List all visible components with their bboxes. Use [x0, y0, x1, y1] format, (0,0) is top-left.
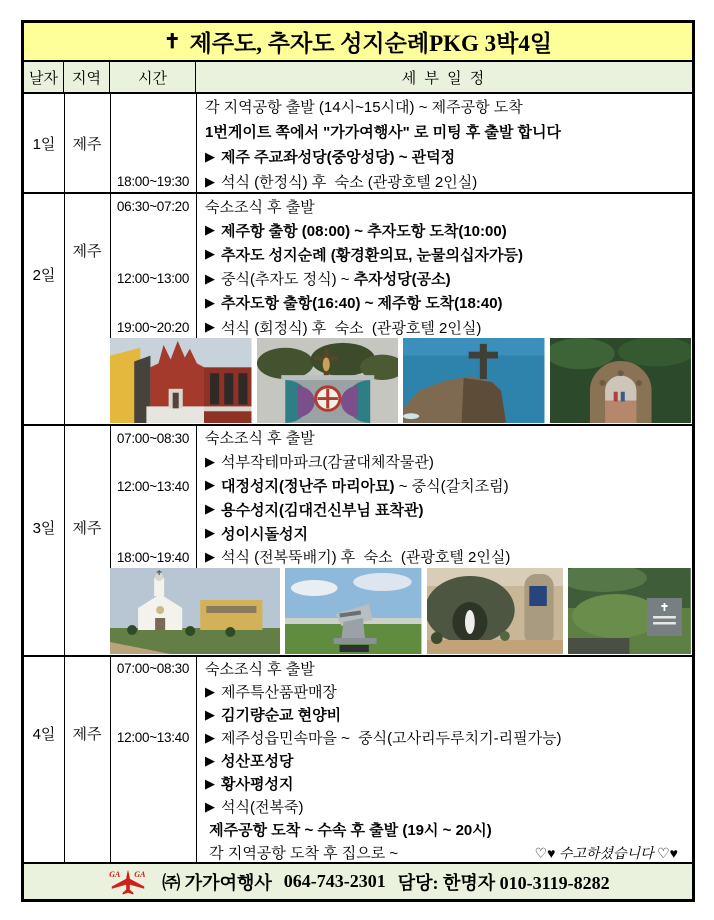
- header-detail: 세 부 일 정: [401, 69, 487, 87]
- cross-icon: ✝: [163, 31, 181, 53]
- header-date: 날자: [24, 62, 64, 92]
- line-text: 석식 (한정식) 후 숙소 (관광호텔 2인실): [221, 174, 478, 191]
- schedule-line: [197, 772, 692, 795]
- bullet-icon: ▶: [205, 148, 215, 164]
- crucifix-altar-photo: [257, 338, 399, 423]
- schedule-line: [197, 749, 692, 772]
- sea-cliff-cross-photo: [403, 338, 545, 423]
- schedule-line: [197, 841, 692, 864]
- page-title: 제주도, 추자도 성지순례PKG 3박4일: [189, 31, 553, 56]
- itinerary-table: [21, 20, 695, 902]
- schedule-line: [197, 194, 692, 218]
- day1-schedule: [197, 94, 692, 194]
- schedule-line: [197, 497, 692, 521]
- bullet-icon: ▶: [205, 270, 215, 286]
- bullet-icon: ▶: [205, 453, 215, 469]
- day3-schedule: [197, 426, 692, 569]
- divider: [64, 426, 65, 655]
- line-text: 제주항 출항 (08:00) ~ 추자도항 도착(10:00): [221, 222, 507, 240]
- bullet-icon: ▶: [205, 294, 215, 310]
- schedule-line: [197, 795, 692, 818]
- day1-block: [24, 94, 692, 194]
- day2-region-label: 제주: [72, 243, 102, 260]
- header-time: 시간: [110, 62, 196, 92]
- schedule-line: [197, 726, 692, 749]
- schedule-line: [197, 119, 692, 144]
- bullet-icon: ▶: [205, 173, 215, 189]
- line-text: 중식(추자도 정식) ~: [221, 271, 354, 289]
- day4-block: [24, 657, 692, 864]
- line-text: 석식 (전복뚝배기) 후 숙소 (관광호텔 2인실): [221, 549, 511, 567]
- logo-ga-right: GA: [134, 870, 146, 879]
- day4-time-2: 12:00~13:40: [116, 730, 190, 745]
- header-region: 지역: [64, 62, 110, 92]
- schedule-line: [197, 545, 692, 569]
- bullet-icon: ▶: [205, 706, 215, 722]
- schedule-line: [197, 426, 692, 450]
- day4-region-label: 제주: [72, 726, 102, 743]
- line-text: 용수성지(김대건신부님 표착관): [221, 501, 424, 519]
- line-text: 황사평성지: [221, 776, 294, 793]
- line-text: 성이시돌성지: [221, 525, 308, 543]
- schedule-line: [197, 94, 692, 119]
- schedule-line: [197, 703, 692, 726]
- day4-schedule: [197, 657, 692, 864]
- bullet-icon: ▶: [205, 798, 215, 814]
- day3-time-2: 12:00~13:40: [116, 478, 190, 494]
- line-text: 석부작테마파크(감귤대체작물관): [221, 454, 434, 472]
- line-text: 제주성읍민속마을 ~ 중식(고사리두루치기-리필가능): [221, 730, 562, 747]
- line-text: 제주 주교좌성당(중앙성당) ~ 관덕정: [221, 149, 456, 166]
- bullet-icon: ▶: [205, 525, 215, 541]
- brick-cathedral-photo: [110, 338, 252, 423]
- line-text: ~ 중식(갈치조림): [394, 477, 509, 495]
- day3-block: [24, 426, 692, 657]
- schedule-line: [197, 657, 692, 680]
- day3-region-label: 제주: [72, 520, 102, 537]
- column-header-row: [24, 62, 692, 94]
- agency-phone: 064-743-2301: [283, 871, 386, 891]
- day1-date-label: 1일: [32, 136, 56, 153]
- stone-monument-photo: [285, 568, 421, 654]
- line-text: 숙소조식 후 출발: [205, 661, 315, 678]
- marian-grotto-photo: [427, 568, 563, 654]
- grave-mound-photo: [568, 568, 691, 654]
- bullet-icon: ▶: [205, 501, 215, 517]
- schedule-line: [197, 291, 692, 315]
- schedule-line: [197, 144, 692, 169]
- day1-region-label: 제주: [72, 136, 102, 153]
- divider: [64, 194, 65, 424]
- bullet-icon: ▶: [205, 775, 215, 791]
- line-text: 석식(전복죽): [221, 799, 304, 816]
- line-text: 각 지역공항 출발 (14시~15시대) ~ 제주공항 도착: [205, 99, 523, 116]
- line-text: 김기량순교 현양비: [221, 707, 342, 724]
- day2-photo-strip: [110, 338, 691, 423]
- schedule-line: [197, 450, 692, 474]
- day2-date-label: 2일: [32, 267, 56, 284]
- agency-contact: 담당: 한명자 010-3119-8282: [397, 872, 610, 893]
- gaga-airplane-logo-icon: [106, 868, 150, 895]
- line-text: 추자도 성지순례 (황경환의묘, 눈물의십자가등): [221, 246, 523, 264]
- line-text: 대정성지(정난주 마리아묘): [221, 477, 395, 495]
- schedule-line: [197, 680, 692, 703]
- day4-time-1: 07:00~08:30: [116, 661, 190, 676]
- white-church-photo: [110, 568, 280, 654]
- bullet-icon: ▶: [205, 548, 215, 564]
- day3-time-1: 07:00~08:30: [116, 430, 190, 446]
- line-text: 1번게이트 쪽에서 "가가여행사" 로 미팅 후 출발 합니다: [205, 124, 562, 141]
- day1-time-1: 18:00~19:30: [116, 174, 190, 189]
- line-text: 석식 (회정식) 후 숙소 (관광호텔 2인실): [221, 319, 482, 337]
- schedule-line: [197, 242, 692, 266]
- divider: [110, 657, 111, 862]
- closing-hearts-note: ♡♥ 수고하셨습니다 ♡♥: [534, 846, 678, 862]
- logo-ga-left: GA: [109, 870, 121, 879]
- bullet-icon: ▶: [205, 752, 215, 768]
- schedule-line: [197, 267, 692, 291]
- line-text: 숙소조식 후 출발: [205, 430, 315, 448]
- day4-date-label: 4일: [32, 726, 56, 743]
- document-title-bar: [24, 23, 692, 62]
- line-text: 성산포성당: [221, 753, 294, 770]
- day3-time-3: 18:00~19:40: [116, 549, 190, 565]
- bullet-icon: ▶: [205, 729, 215, 745]
- bullet-icon: ▶: [205, 683, 215, 699]
- line-text: 숙소조식 후 출발: [205, 198, 315, 216]
- schedule-line: [197, 315, 692, 339]
- bullet-icon: ▶: [205, 222, 215, 238]
- day2-time-2: 12:00~13:00: [116, 270, 190, 286]
- day2-schedule: [197, 194, 692, 339]
- day2-block: [24, 194, 692, 426]
- schedule-line: [197, 218, 692, 242]
- day2-time-1: 06:30~07:20: [116, 198, 190, 214]
- schedule-line: [197, 169, 692, 194]
- line-text: 추자도항 출항(16:40) ~ 제주항 도착(18:40): [221, 295, 503, 313]
- agency-name: ㈜ 가가여행사: [162, 872, 272, 893]
- day3-photo-strip: [110, 568, 691, 654]
- line-text: 각 지역공항 도착 후 집으로 ~: [205, 845, 399, 862]
- bullet-icon: ▶: [205, 319, 215, 335]
- schedule-line: [197, 521, 692, 545]
- stone-arch-gate-photo: [550, 338, 692, 423]
- line-text: 제주공항 도착 ~ 수속 후 출발 (19시 ~ 20시): [205, 822, 492, 839]
- day3-date-label: 3일: [32, 520, 56, 537]
- agency-footer-bar: [24, 864, 692, 899]
- day2-time-3: 19:00~20:20: [116, 319, 190, 335]
- schedule-line: [197, 818, 692, 841]
- line-text: 추자성당(공소): [353, 271, 451, 289]
- bullet-icon: ▶: [205, 246, 215, 262]
- divider: [64, 657, 65, 862]
- schedule-line: [197, 474, 692, 498]
- line-text: 제주특산품판매장: [221, 684, 337, 701]
- bullet-icon: ▶: [205, 477, 215, 493]
